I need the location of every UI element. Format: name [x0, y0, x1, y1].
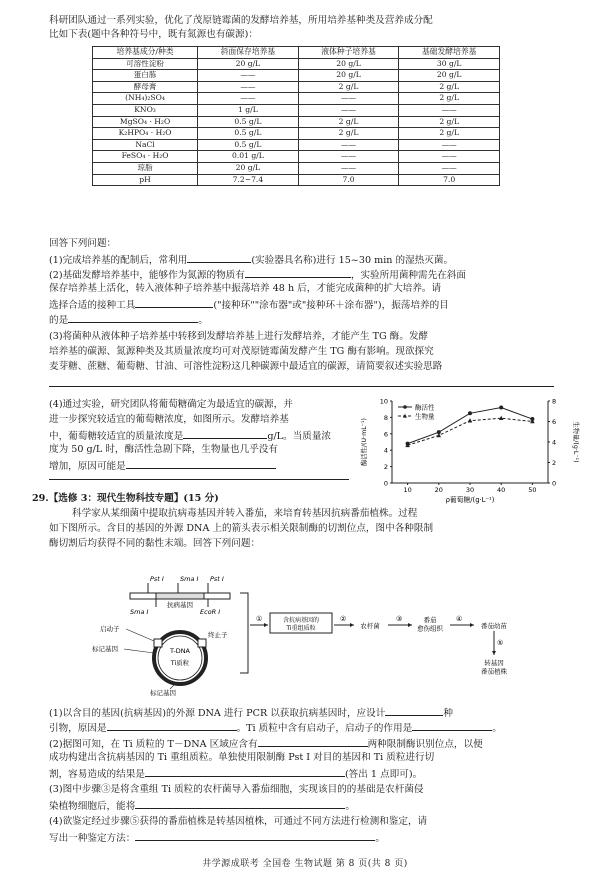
table-cell: 30 g/L	[399, 58, 500, 70]
marker-label-1: 标记基因	[92, 645, 118, 653]
gene-label: 抗病基因	[167, 601, 193, 609]
q28-2-text-d: 选择合适的接种工具	[49, 300, 136, 311]
page-footer: 井学源成联考 全国卷 生物试题 第 8 页(共 8 页)	[202, 859, 408, 869]
step-1: ①	[256, 615, 263, 623]
table-body	[93, 58, 500, 186]
q29-1-line2: 引物，原因是 。Ti 质粒中含有启动子，启动子的作用是 。	[49, 720, 502, 735]
arrowhead	[492, 651, 496, 655]
table-row-label: K₂HPO₄ · H₂O	[93, 128, 198, 140]
table-cell: ——	[399, 151, 500, 163]
table-cell: ——	[298, 162, 399, 174]
box-recombinant-text: 含抗病基因的	[282, 617, 320, 624]
answer-blank[interactable]	[135, 830, 375, 841]
y-axis-label-right: 生物量/(g·L⁻¹)	[572, 421, 579, 463]
x-tick-label: 30	[465, 486, 475, 494]
box-agrobacterium: 农杆菌	[360, 622, 380, 630]
table-cell: 0.5 g/L	[198, 128, 299, 140]
promoter-label: 启动子	[100, 625, 120, 633]
answer-blank[interactable]	[68, 312, 198, 323]
table-header: 基础发酵培养基	[399, 47, 500, 59]
y-tick-label: 8	[383, 413, 388, 422]
marker-label-2: 标记基因	[150, 689, 176, 697]
table-cell: 20 g/L	[298, 58, 399, 70]
pst1-site-label: Pst I	[150, 575, 164, 583]
arrowhead	[408, 623, 412, 627]
answer-blank[interactable]	[145, 766, 345, 777]
table-cell: ——	[198, 81, 299, 93]
table-cell: 1 g/L	[198, 104, 299, 116]
table-cell: 20 g/L	[198, 162, 299, 174]
table-cell: 20 g/L	[198, 58, 299, 70]
q28-2-line3	[49, 297, 449, 312]
answer-blank[interactable]	[135, 798, 345, 809]
q29-para-2: 如下图所示。含目的基因的外源 DNA 上的箭头表示相关限制酶的切割位点，图中各种限制	[49, 523, 434, 534]
intro-line-1: 科研团队通过一系列实验，优化了茂原链霉菌的发酵培养基，所用培养基种类及营养成分配	[49, 15, 433, 26]
q29-1-text-a: (1)以含目的基因(抗病基因)的外源 DNA 进行 PCR 以获取抗病基因时，应设计	[49, 708, 386, 719]
data-point	[437, 433, 442, 437]
y-tick-label-right: 8	[552, 397, 557, 406]
table-cell: ——	[298, 93, 399, 105]
table-row-label: KNO₃	[93, 104, 198, 116]
q29-1-text-c: 引物，原因是	[49, 723, 107, 734]
x-tick-label: 40	[497, 486, 506, 494]
table-cell: 7.0	[298, 174, 399, 186]
intro-line-2: 比如下表(题中各种符号中，既有氮源也有碳源)：	[49, 29, 258, 40]
q28-4-line5	[49, 458, 276, 473]
table-cell: 2 g/L	[298, 128, 399, 140]
table-cell: 7.0	[399, 174, 500, 186]
table-row	[93, 128, 500, 140]
y-tick-label-right: 0	[552, 479, 557, 488]
table-cell: ——	[298, 104, 399, 116]
q29-heading: 29.【选修 3：现代生物科技专题】(15 分)	[32, 493, 219, 504]
y-tick-label: 4	[383, 446, 388, 455]
sma-left-label: Sma I	[130, 608, 149, 616]
tdna-label: T-DNA	[169, 647, 191, 655]
q29-3-line1: (3)图中步骤③是将含重组 Ti 质粒的农杆菌导入番茄细胞，实现该目的的基础是农杆菌侵	[49, 784, 424, 795]
q28-3-line2: 培养基的碳源、氮源种类及其质量浓度均可对茂原链霉菌发酵产生 TG 酶有影响。现欲探究	[49, 346, 434, 357]
table-cell: 7.2~7.4	[198, 174, 299, 186]
answer-line[interactable]	[49, 385, 554, 387]
q29-2-line2: 成功构建出含抗病基因的 Ti 重组质粒。单独使用限制酶 Pst I 对目的基因和 Ti 质粒进行切	[49, 752, 435, 763]
arrowhead	[350, 623, 354, 627]
arrowhead	[264, 623, 268, 627]
ti-label: Ti质粒	[170, 659, 190, 667]
q28-2-text-b: ，实验所用菌种需先在斜面	[350, 270, 466, 281]
transgenic-process-diagram	[90, 573, 540, 698]
y-tick-label-right: 4	[552, 438, 557, 447]
data-point	[468, 411, 472, 415]
legend-marker	[403, 405, 407, 409]
y-tick-label: 2	[383, 463, 388, 472]
q28-4-text-f: 增加，原因可能是	[49, 461, 126, 472]
table-cell: ——	[399, 139, 500, 151]
table-cell: ——	[298, 139, 399, 151]
box-transgenic-plant: 番茄植株	[481, 667, 507, 676]
table-cell: 2 g/L	[399, 93, 500, 105]
promoter-box	[154, 639, 162, 647]
table-row-label: 蛋白胨	[93, 70, 198, 82]
q29-1-text-d: 。Ti 质粒中含有启动子，启动子的作用是	[236, 723, 413, 734]
y-tick-label-right: 2	[552, 459, 557, 467]
table-header: 液体种子培养基	[298, 47, 399, 59]
q29-3-text-b: 染植物细胞后，能将	[49, 801, 136, 812]
ecori-label: EcoR I	[200, 608, 221, 616]
box-transgenic-plant: 转基因	[484, 659, 504, 667]
legend-label: 酶活性	[415, 403, 435, 412]
glucose-chart	[352, 393, 584, 505]
y-tick-label: 6	[383, 430, 388, 439]
q28-4-line1: (4)通过实验，研究团队将葡萄糖确定为最适宜的碳源，并	[49, 399, 293, 410]
box-seedling: 番茄幼苗	[481, 622, 507, 630]
table-cell: 0.5 g/L	[198, 139, 299, 151]
answer-blank[interactable]	[245, 267, 351, 278]
q29-para-1: 科学家从某细菌中提取抗病毒基因并转入番茄，来培育转基因抗病番茄植株。过程	[72, 508, 418, 519]
table-cell: ——	[399, 104, 500, 116]
q28-2-line4: 的是 。	[49, 312, 208, 327]
marker-pointer-1	[124, 649, 154, 653]
q28-2-line2: 保存培养基上活化，转入液体种子培养基中振荡培养 48 h 后，才能完成菌种的扩大培养。请	[49, 283, 442, 294]
table-row-label: (NH₄)₂SO₄	[93, 93, 198, 105]
table-cell: 0.5 g/L	[198, 116, 299, 128]
table-row	[93, 174, 500, 186]
table-row-label: 琼脂	[93, 162, 198, 174]
table-header: 斜面保存培养基	[198, 47, 299, 59]
table-row	[93, 58, 500, 70]
q28-2-text-e: ("接种环""涂布器"或"接种环＋涂布器")，振荡培养的目	[213, 300, 449, 311]
answer-blank[interactable]	[187, 252, 251, 263]
x-axis-label: ρ葡萄糖/(g·L⁻¹)	[445, 496, 495, 504]
table-cell: ——	[198, 70, 299, 82]
gene-segment	[156, 593, 204, 599]
q28-3-line3: 麦芽糖、蔗糖、葡萄糖、甘油、可溶性淀粉这几种碳源中最适宜的碳源，请简要叙述实验思路	[49, 361, 443, 372]
promoter-pointer	[126, 629, 154, 641]
table-cell: 20 g/L	[399, 70, 500, 82]
q28-2-text-f: 的是	[49, 315, 69, 326]
q29-4-line2: 写出一种鉴定方法： 。	[49, 830, 385, 845]
table-row	[93, 162, 500, 174]
q28-4-line3	[49, 428, 331, 443]
box-recombinant-text: Ti重组质粒	[286, 625, 316, 632]
legend-label: 生物量	[415, 412, 435, 421]
terminator-label: 终止子	[208, 631, 228, 639]
answer-blank[interactable]	[385, 705, 443, 716]
table-cell: ——	[198, 93, 299, 105]
q29-2-line1	[49, 736, 483, 751]
q29-2-text-a: (2)据图可知，在 Ti 质粒的 T－DNA 区域应含有	[49, 739, 258, 750]
table-cell: 2 g/L	[298, 81, 399, 93]
data-point	[499, 406, 503, 410]
box-callus: 愈伤组织	[417, 624, 443, 633]
table-cell: 20 g/L	[298, 70, 399, 82]
medium-table	[92, 46, 500, 186]
table-cell: 2 g/L	[399, 81, 500, 93]
q29-2-text-d: 割，容易造成的结果是	[49, 769, 145, 780]
table-header: 培养基成分/种类	[93, 47, 198, 59]
table-row-label: MgSO₄ · H₂O	[93, 116, 198, 128]
table-row-label: FeSO₄ · H₂O	[93, 151, 198, 163]
step-5: ⑤	[497, 639, 504, 647]
table-row	[93, 151, 500, 163]
table-row	[93, 139, 500, 151]
ti-plasmid-inner	[158, 636, 202, 680]
x-tick-label: 20	[434, 486, 443, 494]
answer-blank[interactable]	[258, 736, 368, 747]
table-cell: 2 g/L	[298, 116, 399, 128]
q28-4-line4: 度为 50 g/L 时，酶活性急剧下降，生物量也几乎没有	[49, 444, 278, 455]
table-cell: 2 g/L	[399, 116, 500, 128]
q28-2-line1	[49, 267, 466, 282]
step-2: ②	[340, 615, 347, 623]
table-header-row	[93, 47, 500, 59]
q28-1-text-b: (实验器具名称)进行 15~30 min 的湿热灭菌。	[251, 255, 454, 266]
q29-1-line1	[49, 705, 453, 720]
q28-1-text-a: (1)完成培养基的配制后，常利用	[49, 255, 188, 266]
q28-1	[49, 252, 453, 267]
table-cell: ——	[298, 151, 399, 163]
y-tick-label: 10	[379, 397, 388, 406]
table-row-label: 可溶性淀粉	[93, 58, 198, 70]
answer-line[interactable]	[49, 478, 349, 480]
table-cell: ——	[399, 162, 500, 174]
pst2-site-label: Pst I	[210, 575, 224, 583]
table-row	[93, 116, 500, 128]
sma1-site-label: Sma I	[180, 575, 199, 583]
q28-4-text-d: g/L。当质量浓	[267, 431, 332, 442]
terminator-box	[198, 639, 206, 647]
y-tick-label-right: 6	[552, 418, 557, 426]
q29-para-3: 酶切割后均获得不同的黏性末端。回答下列问题：	[49, 538, 261, 549]
x-tick-label: 50	[528, 486, 537, 494]
q28-prompt: 回答下列问题：	[49, 238, 117, 249]
q29-3-line2: 染植物细胞后，能将 。	[49, 798, 355, 813]
answer-blank[interactable]	[412, 720, 492, 731]
q29-4-line1: (4)欲鉴定经过步骤⑤获得的番茄植株是转基因植株，可通过不同方法进行检测和鉴定，请	[49, 816, 428, 827]
table-row	[93, 70, 500, 82]
answer-blank[interactable]	[135, 297, 213, 308]
q29-2-text-e: (答出 1 点即可)。	[344, 769, 423, 780]
table-cell: 0.01 g/L	[198, 151, 299, 163]
answer-blank[interactable]	[126, 458, 276, 469]
q29-2-text-b: 两种限制酶识别位点，以便	[367, 739, 483, 750]
table-row-label: pH	[93, 174, 198, 186]
bracket	[240, 593, 248, 673]
q29-4-text-b: 写出一种鉴定方法：	[49, 833, 136, 844]
step-4: ④	[456, 615, 463, 623]
table-row-label: NaCl	[93, 139, 198, 151]
q29-2-line3	[49, 766, 422, 781]
y-tick-label: 0	[383, 479, 388, 488]
answer-blank[interactable]	[107, 720, 237, 731]
q28-4-text-c: 中，葡萄糖较适宜的质量浓度是	[49, 431, 184, 442]
table-row	[93, 93, 500, 105]
y-axis-label-left: 酶活性/(U·mL⁻¹)	[361, 417, 368, 467]
answer-blank[interactable]	[183, 428, 267, 439]
q28-3-line1: (3)将菌种从液体种子培养基中转移到发酵培养基上进行发酵培养，才能产生 TG 酶。发酵	[49, 331, 429, 342]
q29-1-text-b: 种	[443, 708, 453, 719]
step-3: ③	[396, 615, 403, 623]
table-row	[93, 81, 500, 93]
table-cell: 2 g/L	[399, 128, 500, 140]
arrowhead	[470, 623, 474, 627]
table-row	[93, 104, 500, 116]
data-point	[468, 418, 473, 422]
q28-2-text-a: (2)基础发酵培养基中，能够作为氮源的物质有	[49, 270, 245, 281]
q28-4-line2: 进一步探究较适宜的葡萄糖浓度，如图所示。发酵培养基	[49, 414, 289, 425]
table-row-label: 酵母膏	[93, 81, 198, 93]
x-tick-label: 10	[403, 486, 412, 494]
box-callus: 番茄	[423, 616, 437, 624]
